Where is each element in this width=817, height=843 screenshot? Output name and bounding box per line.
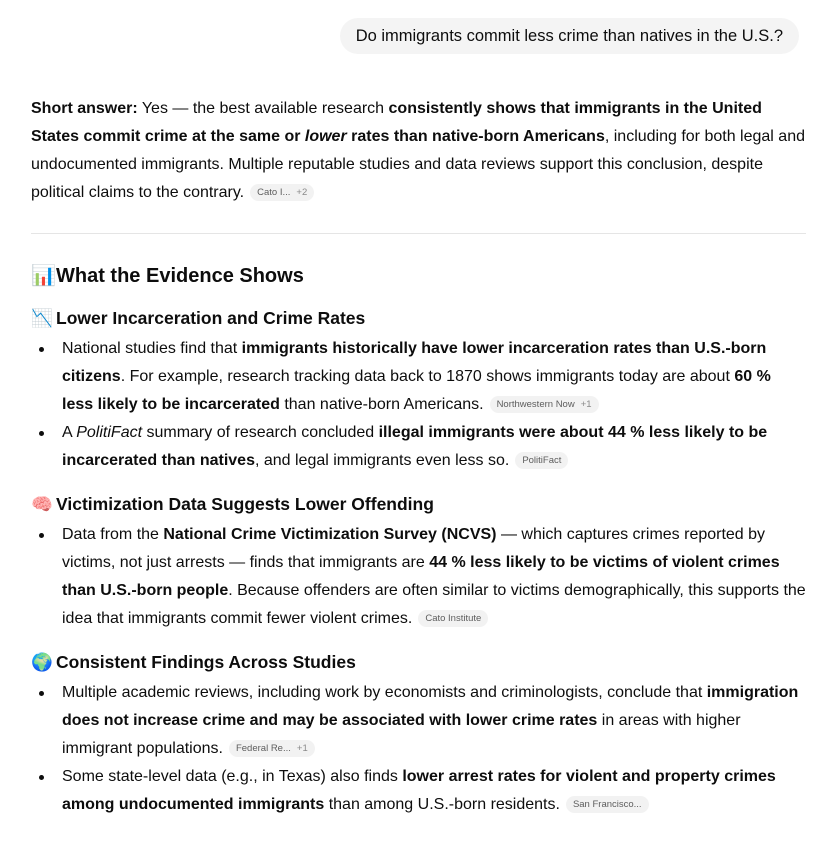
- lead-text: Yes — the best available research: [137, 100, 389, 117]
- assistant-answer: [31, 95, 806, 819]
- lead-text: , including for both legal and undocumented immigrants. Multiple reputable studies and data reviews support this conclusion, despite political claims to the contrary.: [31, 128, 805, 201]
- lead-bold-italic: lower: [304, 128, 347, 145]
- short-answer-label: Short answer:: [31, 100, 138, 117]
- citation-pill[interactable]: Federal Re... +1: [229, 740, 315, 757]
- bullet-list: [31, 521, 806, 633]
- section-heading: 📊What the Evidence Shows: [31, 262, 806, 290]
- globe-icon: 🌍: [31, 652, 53, 672]
- lead-bold: consistently shows that immigrants in the United States commit crime at the same or: [31, 100, 762, 145]
- section-divider: [31, 233, 806, 234]
- bullet-list: [31, 335, 806, 475]
- bar-chart-icon: 📊: [31, 265, 56, 287]
- chart-decreasing-icon: 📉: [31, 308, 53, 328]
- list-item: Some state-level data (e.g., in Texas) also finds lower arrest rates for violent and property crimes among undocumented immigrants than among U.S.-born residents. San Francisco...: [31, 763, 806, 819]
- bullet-list: [31, 679, 806, 819]
- citation-pill[interactable]: PolitiFact: [515, 452, 568, 469]
- citation-pill[interactable]: Cato I... +2: [250, 184, 314, 201]
- brain-icon: 🧠: [31, 494, 53, 514]
- user-message-bubble: Do immigrants commit less crime than natives in the U.S.?: [340, 18, 799, 54]
- list-item: Data from the National Crime Victimization Survey (NCVS) — which captures crimes reported by victims, not just arrests — finds that immigrants are 44 % less likely to be victims of violent crimes than U.S.-born people. Because offenders are often similar to victims demographically, this supports the idea that immigrants commit fewer violent crimes. Cato Institute: [31, 521, 806, 633]
- subsection-heading: 🧠 Victimization Data Suggests Lower Offending: [31, 491, 806, 517]
- subsection-heading: 🌍 Consistent Findings Across Studies: [31, 649, 806, 675]
- short-answer-paragraph: [31, 95, 806, 207]
- citation-pill[interactable]: Cato Institute: [418, 610, 488, 627]
- list-item: A PolitiFact summary of research concluded illegal immigrants were about 44 % less likely to be incarcerated than natives, and legal immigrants even less so. PolitiFact: [31, 419, 806, 475]
- list-item: Multiple academic reviews, including work by economists and criminologists, conclude that immigration does not increase crime and may be associated with lower crime rates in areas with higher immigrant populations. Federal Re... +1: [31, 679, 806, 763]
- citation-pill[interactable]: Northwestern Now +1: [490, 396, 599, 413]
- subsection-heading: 📉 Lower Incarceration and Crime Rates: [31, 305, 806, 331]
- list-item: National studies find that immigrants historically have lower incarceration rates than U.S.-born citizens. For example, research tracking data back to 1870 shows immigrants today are about 60 % less likely to be incarcerated than native-born Americans. Northwestern Now +1: [31, 335, 806, 419]
- citation-pill[interactable]: San Francisco...: [566, 796, 649, 813]
- lead-bold: rates than native-born Americans: [346, 128, 605, 145]
